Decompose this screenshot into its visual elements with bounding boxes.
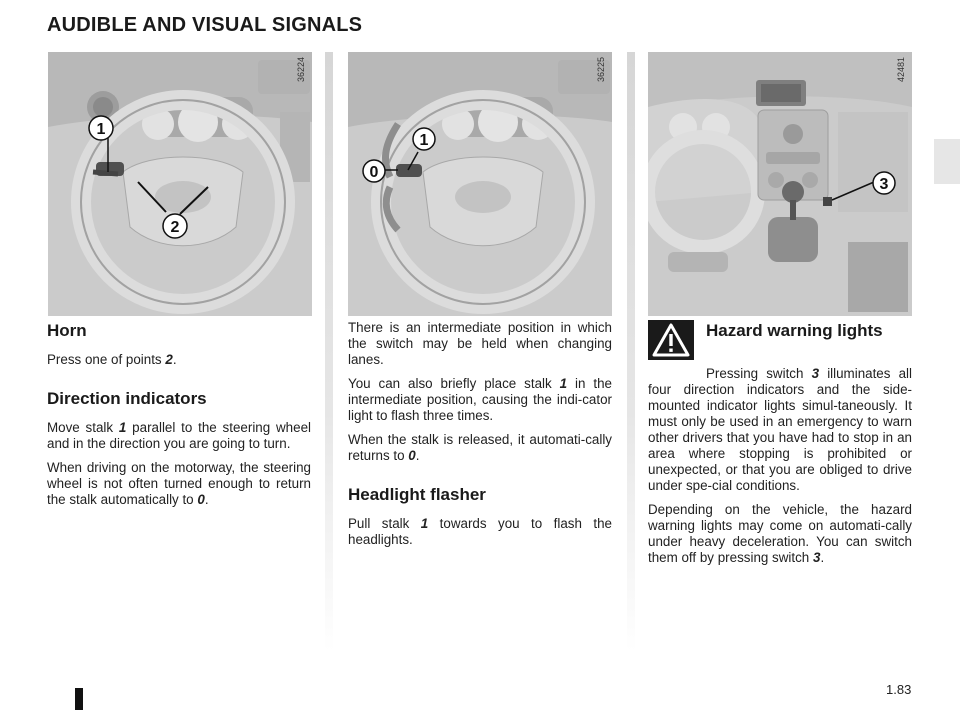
ref-point-2: 2 — [165, 352, 173, 367]
paragraph-direction-2: When driving on the motorway, the steering wheel is not often turned enough to return the stalk automatically to 0. — [47, 460, 311, 507]
callout-0: 0 — [369, 164, 379, 181]
figure-code: 36225 — [596, 57, 606, 83]
paragraph-flasher: Pull stalk 1 towards you to flash the headlights. — [348, 516, 612, 547]
ref-switch-3: 3 — [811, 366, 820, 381]
figure-steering-wheel-horn — [48, 52, 312, 316]
heading-headlight-flasher: Headlight flasher — [348, 485, 486, 504]
figure-hazard-switch — [648, 52, 912, 316]
paragraph-briefly: You can also briefly place stalk 1 in the intermediate position, causing the indi-cator light to flash three times. — [348, 376, 613, 423]
section-side-tab — [934, 139, 960, 184]
page-title: AUDIBLE AND VISUAL SIGNALS — [47, 14, 363, 36]
column-stalk-flasher — [348, 320, 612, 556]
column-divider-2 — [627, 52, 635, 652]
hazard-triangle-icon — [648, 320, 694, 360]
ref-stalk-1: 1 — [118, 420, 127, 435]
column-horn-direction — [47, 320, 311, 516]
callout-1: 1 — [96, 121, 106, 138]
ref-position-0: 0 — [408, 448, 416, 463]
paragraph-intermediate: There is an intermediate position in which the switch may be held when changing lanes. — [348, 320, 612, 367]
paragraph-released: When the stalk is released, it automati-cally returns to 0. — [348, 432, 612, 463]
hazard-header — [648, 320, 912, 360]
ref-position-0: 0 — [197, 492, 205, 507]
callout-1: 1 — [419, 132, 429, 149]
figure-code: 42481 — [896, 57, 906, 83]
heading-horn: Horn — [47, 321, 87, 340]
figure-code: 36224 — [296, 57, 306, 83]
ref-stalk-1: 1 — [420, 516, 429, 531]
page-number: 1.83 — [886, 682, 912, 697]
callout-3: 3 — [879, 176, 889, 193]
ref-switch-3: 3 — [812, 550, 821, 565]
paragraph-hazard-1: Pressing switch 3 illuminates all four direction indicators and the side-mounted indicator lights simul-taneously. It must only be used in an emergency to warn other drivers that you have had to stop in an area where stopping is prohibited or unexpected, or that you are obliged to drive under spe-cial conditions. — [648, 366, 912, 493]
column-divider-1 — [325, 52, 333, 652]
heading-hazard-warning-lights: Hazard warning lights — [706, 321, 883, 340]
callout-2: 2 — [170, 219, 180, 236]
ref-stalk-1: 1 — [559, 376, 568, 391]
corner-mark — [75, 688, 83, 710]
heading-direction-indicators: Direction indicators — [47, 389, 207, 408]
paragraph-hazard-2: Depending on the vehicle, the hazard warning lights may come on automati-cally under heavy deceleration. You can switch them off by pressing switch 3. — [648, 502, 912, 565]
figure-indicator-stalk — [348, 52, 612, 316]
paragraph-direction-1: Move stalk 1 parallel to the steering wheel and in the direction you are going to turn. — [47, 420, 311, 451]
paragraph-horn: Press one of points 2. — [47, 352, 177, 367]
column-hazard — [648, 320, 912, 574]
